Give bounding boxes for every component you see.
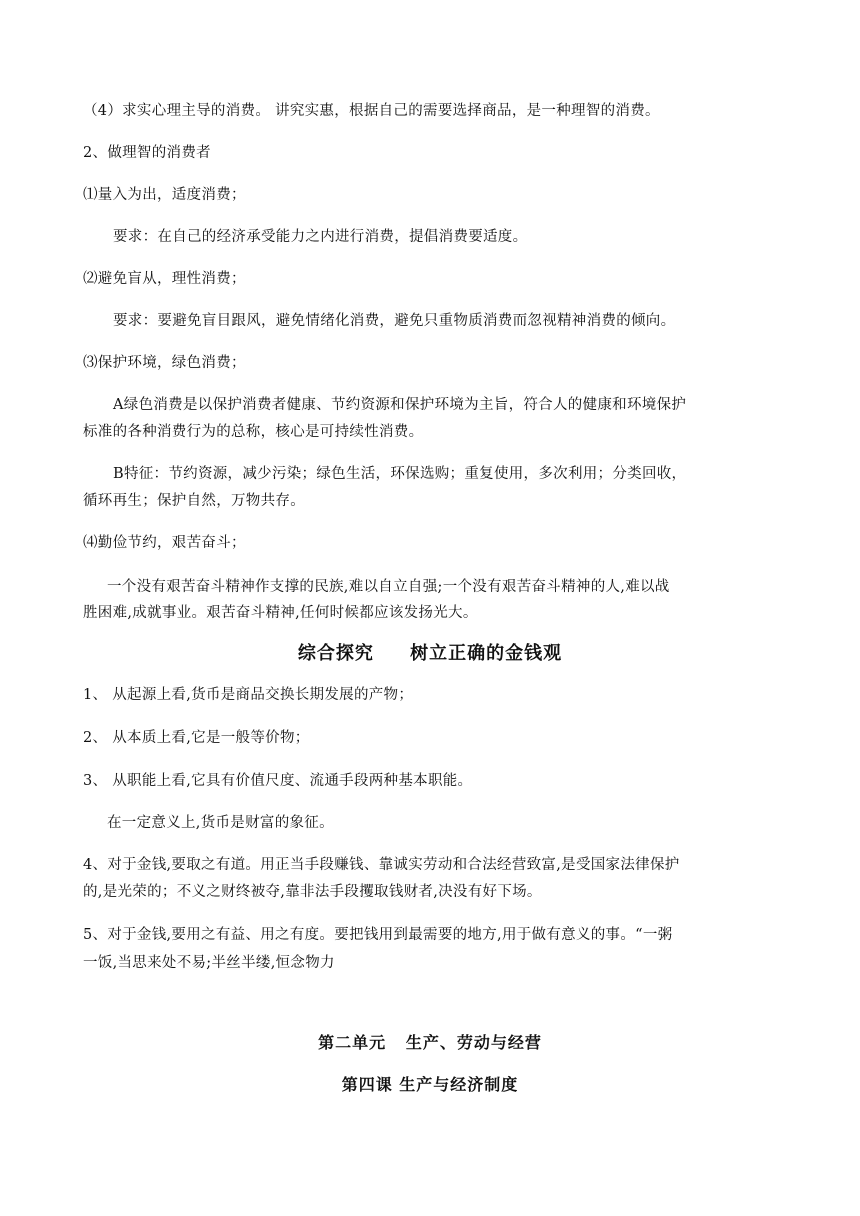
- money-item-4-line2: 的,是光荣的；不义之财终被夺,靠非法手段攫取钱财者,决没有好下场。: [83, 884, 542, 900]
- item-moderate-consumption: ⑴量入为出，适度消费；: [83, 187, 246, 203]
- heading-rational-consumer: 2、做理智的消费者: [83, 145, 211, 161]
- green-features-line2: 循环再生；保护自然，万物共存。: [83, 493, 305, 509]
- requirement-moderate: 要求：在自己的经济承受能力之内进行消费，提倡消费要适度。: [113, 229, 528, 245]
- requirement-rational: 要求：要避免盲目跟风，避免情绪化消费，避免只重物质消费而忽视精神消费的倾向。: [113, 313, 676, 329]
- green-definition-line1: A绿色消费是以保护消费者健康、节约资源和保护环境为主旨，符合人的健康和环境保护: [113, 397, 687, 413]
- item-green-consumption: ⑶保护环境，绿色消费；: [83, 355, 246, 371]
- money-item-1: 1、 从起源上看,货币是商品交换长期发展的产物；: [83, 687, 414, 703]
- section-title-money-outlook: 综合探究 树立正确的金钱观: [297, 643, 563, 664]
- green-features-line1: B特征：节约资源，减少污染；绿色生活，环保选购；重复使用，多次利用；分类回收，: [113, 466, 687, 482]
- money-item-5-line2: 一饭,当思来处不易;半丝半缕,恒念物力: [83, 955, 335, 971]
- money-item-2: 2、 从本质上看,它是一般等价物；: [83, 730, 310, 746]
- money-item-3: 3、 从职能上看,它具有价值尺度、流通手段两种基本职能。: [83, 773, 473, 789]
- money-item-4-line1: 4、对于金钱,要取之有道。用正当手段赚钱、靠诚实劳动和合法经营致富,是受国家法律保护: [83, 857, 680, 873]
- item-thrift: ⑷勤俭节约，艰苦奋斗；: [83, 535, 246, 551]
- money-item-5-line1: 5、对于金钱,要用之有益、用之有度。要把钱用到最需要的地方,用于做有意义的事。“一粥: [83, 927, 673, 943]
- money-item-3-note: 在一定意义上,货币是财富的象征。: [107, 815, 334, 831]
- thrift-text-line1: 一个没有艰苦奋斗精神作支撑的民族,难以自立自强;一个没有艰苦奋斗精神的人,难以战: [107, 579, 670, 595]
- unit-title: 第二单元 生产、劳动与经营: [318, 1033, 542, 1052]
- item-avoid-blind-following: ⑵避免盲从，理性消费；: [83, 271, 246, 287]
- green-definition-line2: 标准的各种消费行为的总称，核心是可持续性消费。: [83, 424, 424, 440]
- paragraph-rational-consumption: （4）求实心理主导的消费。 讲究实惠，根据自己的需要选择商品，是一种理智的消费。: [83, 103, 660, 119]
- thrift-text-line2: 胜困难,成就事业。艰苦奋斗精神,任何时候都应该发扬光大。: [83, 605, 478, 621]
- lesson-title: 第四课 生产与经济制度: [341, 1075, 519, 1094]
